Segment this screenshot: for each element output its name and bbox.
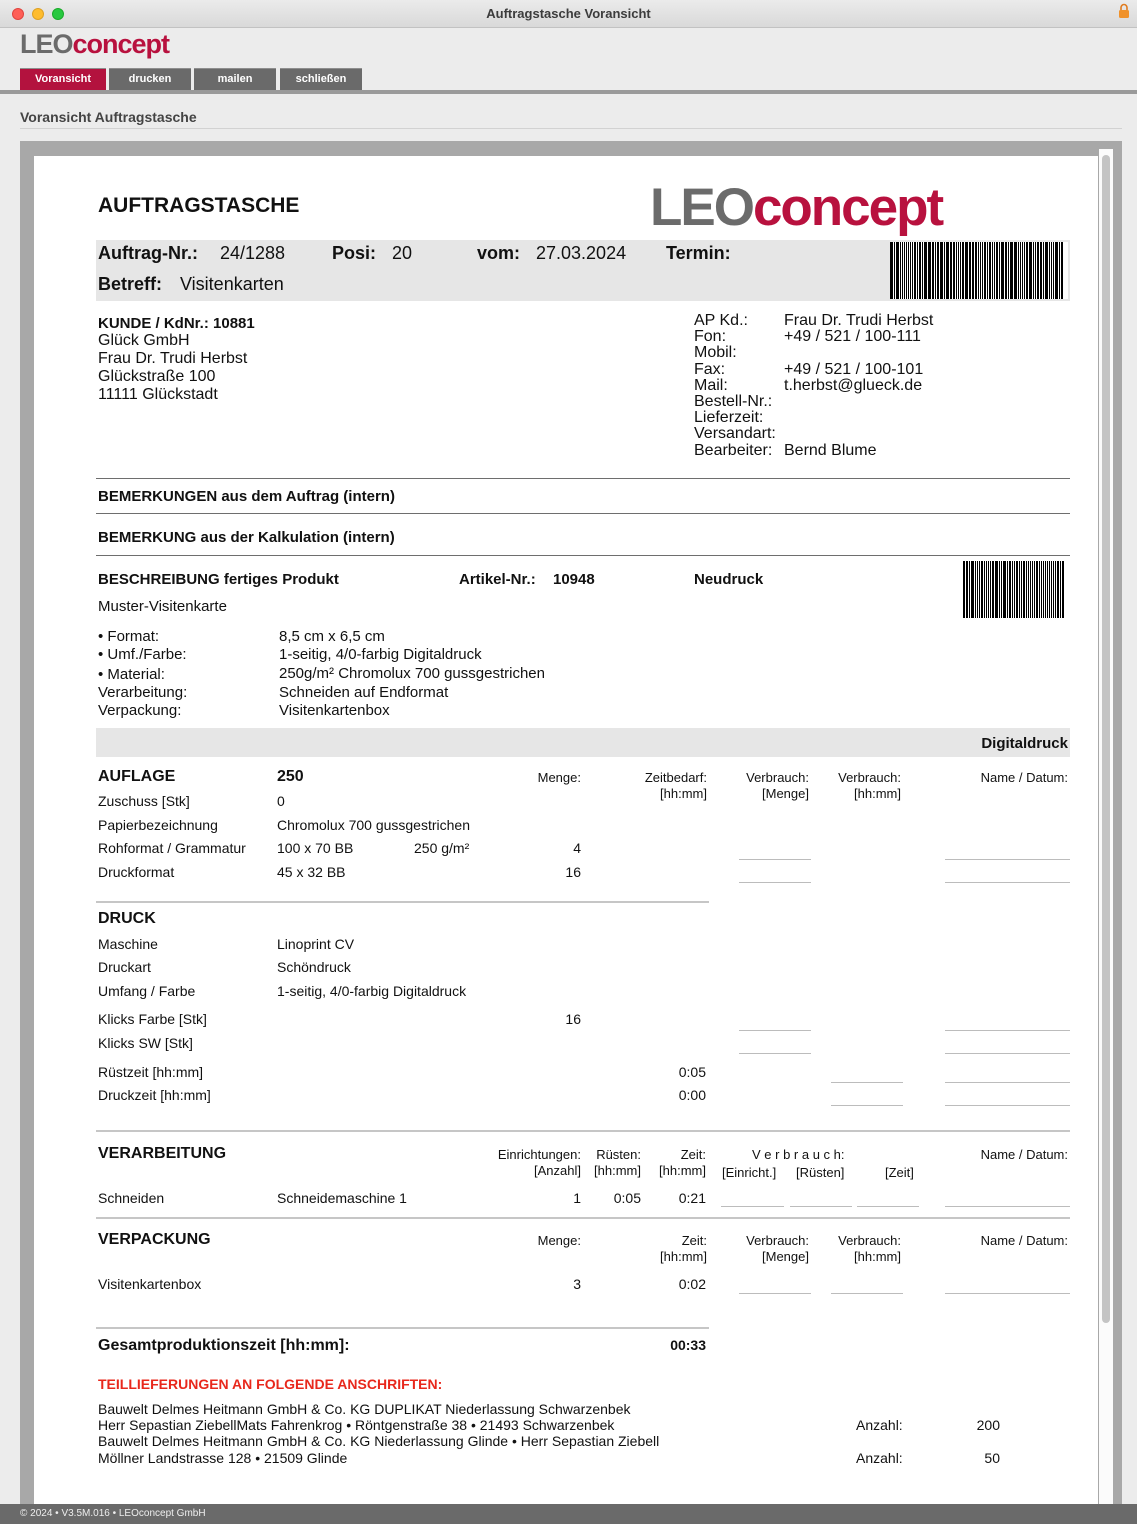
contact-label: Fax: [694,361,726,378]
barcode-bar [975,561,976,618]
barcode-bar [894,242,895,299]
product-attr-value: 250g/m² Chromolux 700 gussgestrichen [279,665,545,682]
col-header: Menge: [537,1233,581,1248]
row-value: 0 [277,793,285,809]
signature-line [739,882,811,883]
barcode-bar [975,242,977,299]
auflage-value: 250 [277,768,304,785]
col-header: [hh:mm] [594,1163,641,1178]
row-value: 0:05 [613,1190,641,1206]
row-value: Chromolux 700 gussgestrichen [277,817,470,833]
barcode-bar [940,242,943,299]
signature-line [945,1053,1070,1054]
row-label: Schneiden [98,1190,165,1206]
barcode-bar [963,561,965,618]
contact-value: t.herbst@glueck.de [784,377,923,394]
divider [96,555,1070,556]
barcode-bar [965,242,968,299]
contact-label: Versandart: [694,425,776,442]
row-value: Schneidemaschine 1 [277,1190,407,1206]
signature-line [857,1206,919,1207]
contact-label: AP Kd.: [694,312,748,329]
product-attr-label: • Format: [98,628,160,645]
doc-logo-concept: concept [752,178,943,237]
vom-date: 27.03.2024 [536,243,627,263]
window-titlebar [0,0,1137,28]
row-value: 4 [573,840,581,856]
barcode-bar [950,242,952,299]
signature-line [945,1082,1070,1083]
signature-line [739,1030,811,1031]
product-attr-value: 8,5 cm x 6,5 cm [279,628,385,645]
window-title: Auftragstasche Voransicht [486,6,651,21]
product-type: Neudruck [694,571,764,588]
barcode-bar [924,242,927,299]
barcode-bar [1040,242,1042,299]
barcode-bar [1043,561,1044,618]
vom-label: vom: [477,243,521,263]
barcode-bar [1022,242,1023,299]
barcode-bar [989,242,991,299]
tab-voransicht[interactable]: Voransicht [20,68,106,90]
barcode-bar [1008,242,1009,299]
col-header: [Menge] [762,786,809,801]
barcode-bar [958,242,959,299]
app-logo-leo: LEO [20,29,73,59]
lock-icon [1118,3,1130,19]
verpackung-label: VERPACKUNG [98,1231,211,1248]
product-attr-value: 1-seitig, 4/0-farbig Digitaldruck [279,646,482,663]
row-label: Druckformat [98,864,175,880]
barcode-bar [1033,242,1034,299]
contact-label: Mobil: [694,344,737,361]
signature-line [739,859,811,860]
anzahl-value: 50 [984,1450,1000,1466]
barcode-bar [981,561,983,618]
barcode-bar [1024,242,1025,299]
barcode-bar [1062,561,1064,618]
barcode-bar [1010,242,1013,299]
termin-label: Termin: [666,243,731,263]
barcode-bar [984,561,985,618]
barcode-bar [982,242,983,299]
divider [96,901,709,903]
barcode-bar [890,242,893,299]
barcode-bar [966,561,968,618]
contact-value: Bernd Blume [784,442,877,459]
row-value: 0:05 [678,1064,706,1080]
signature-line [831,1293,903,1294]
barcode-bar [1055,242,1058,299]
barcode-bar [946,242,949,299]
barcode-bar [1051,561,1052,618]
barcode-bar [953,242,955,299]
bemerkungen-auftrag: BEMERKUNGEN aus dem Auftrag (intern) [98,488,395,505]
barcode-bar [1059,242,1060,299]
barcode-bar [1030,561,1031,618]
auftrag-nr-label: Auftrag-Nr.: [98,243,198,263]
barcode-bar [1041,561,1042,618]
row-value: 0:00 [678,1087,706,1103]
row-label: Zuschuss [Stk] [98,793,190,809]
barcode-bar [937,242,939,299]
barcode-icon [890,242,1068,299]
delivery-line: Möllner Landstrasse 128 • 21509 Glinde [98,1450,348,1466]
barcode-bar [1045,561,1046,618]
row-label: Papierbezeichnung [98,817,218,833]
col-header: [Einricht.] [722,1165,777,1180]
signature-line [721,1206,784,1207]
barcode-bar [992,242,993,299]
posi: 20 [392,243,413,263]
barcode-bar [990,561,991,618]
barcode-bar [980,242,981,299]
contact-label: Mail: [694,377,728,394]
row-label: Rüstzeit [hh:mm] [98,1064,204,1080]
barcode-bar [1021,561,1022,618]
signature-line [945,882,1070,883]
tab-drucken[interactable]: drucken [109,68,191,90]
barcode-bar [999,242,1000,299]
artikel-label: Artikel-Nr.: [459,571,536,588]
barcode-bar [1061,242,1063,299]
auftrag-nr: 24/1288 [220,243,286,263]
col-header: [Zeit] [885,1165,914,1180]
barcode-bar [1014,242,1017,299]
document-page [34,156,1098,1508]
row-label: Rohformat / Grammatur [98,840,246,856]
app-logo-concept: concept [72,29,170,59]
col-header: Zeitbedarf: [644,770,707,785]
product-heading: BESCHREIBUNG fertiges Produkt [98,571,339,588]
doc-title: AUFTRAGSTASCHE [98,194,300,217]
delivery-line: Herr Sepastian ZiebellMats Fahrenkrog • Röntgenstraße 38 • 21493 Schwarzenbek [98,1417,615,1433]
row-value: 0:02 [678,1276,706,1292]
barcode-bar [1028,561,1029,618]
signature-line [739,1293,811,1294]
anzahl-value: 200 [976,1417,1000,1433]
barcode-bar [1018,242,1019,299]
customer-line: Glückstraße 100 [98,368,216,385]
barcode-bar [1001,242,1004,299]
signature-line [945,1105,1070,1106]
anzahl-label: Anzahl: [856,1417,903,1433]
barcode-bar [904,242,905,299]
col-header: Name / Datum: [980,1233,1068,1248]
scrollbar-thumb[interactable] [1102,155,1110,1323]
col-header: Zeit: [680,1147,706,1162]
barcode-bar [919,242,921,299]
col-header: [hh:mm] [659,1163,706,1178]
barcode-bar [1026,242,1028,299]
row-value: 0:21 [678,1190,706,1206]
barcode-bar [977,561,978,618]
barcode-bar [1060,561,1061,618]
col-header: [hh:mm] [660,1249,707,1264]
product-attr-value: Visitenkartenbox [279,702,390,719]
barcode-bar [988,561,989,618]
barcode-bar [986,561,987,618]
barcode-bar [1001,561,1002,618]
barcode-bar [1029,242,1032,299]
barcode-bar [932,242,934,299]
barcode-bar [912,242,913,299]
customer-line: Frau Dr. Trudi Herbst [98,350,248,367]
product-attr-value: Schneiden auf Endformat [279,684,449,701]
barcode-bar [960,242,961,299]
row-label: Druckart [98,959,151,975]
artikel-nr: 10948 [553,571,595,588]
delivery-line: Bauwelt Delmes Heitmann GmbH & Co. KG Niederlassung Glinde • Herr Sepastian Ziebell [98,1433,660,1449]
contact-label: Lieferzeit: [694,409,764,426]
row-value: 250 g/m² [414,840,470,856]
barcode-bar [994,242,995,299]
product-name: Muster-Visitenkarte [98,598,227,615]
barcode-bar [1055,561,1056,618]
row-value: 1-seitig, 4/0-farbig Digitaldruck [277,983,467,999]
toolbar-divider [0,90,1137,94]
row-value: 3 [573,1276,581,1292]
col-header: [Menge] [762,1249,809,1264]
row-label: Klicks SW [Stk] [98,1035,193,1051]
col-header: Verbrauch: [746,1233,809,1248]
tab-schliessen[interactable]: schließen [280,68,362,90]
barcode-icon [963,561,1068,618]
teillieferungen-heading: TEILLIEFERUNGEN AN FOLGENDE ANSCHRIFTEN: [98,1376,443,1392]
contact-value: +49 / 521 / 100-101 [784,361,924,378]
signature-line [945,1030,1070,1031]
barcode-bar [1026,561,1027,618]
divider [96,513,1070,514]
section-divider [20,128,1122,129]
barcode-bar [969,242,971,299]
barcode-bar [984,242,986,299]
barcode-bar [1049,242,1050,299]
customer-line: 11111 Glückstadt [98,386,218,403]
barcode-bar [971,561,974,618]
barcode-bar [962,242,964,299]
doc-logo-leo: LEO [650,178,753,237]
col-header: Verbrauch: [746,770,809,785]
row-value: 16 [565,1011,581,1027]
barcode-bar [1007,561,1008,618]
section-title: Voransicht Auftragstasche [20,109,197,125]
customer-line: Glück GmbH [98,332,190,349]
col-header: Zeit: [681,1233,707,1248]
col-header: Rüsten: [596,1147,641,1162]
betreff-label: Betreff: [98,274,163,294]
gesamt-value: 00:33 [670,1337,706,1353]
col-header: Name / Datum: [980,770,1068,785]
barcode-bar [944,242,945,299]
footer: © 2024 • V3.5M.016 • LEOconcept GmbH [0,1504,1137,1524]
col-header: Name / Datum: [980,1147,1068,1162]
contact-label: Fon: [694,328,727,345]
barcode-bar [969,561,970,618]
barcode-bar [1053,242,1054,299]
barcode-bar [1047,561,1048,618]
signature-line [790,1206,852,1207]
product-attr-label: Verpackung: [98,702,182,719]
col-header: [Rüsten] [796,1165,845,1180]
barcode-bar [992,561,994,618]
barcode-bar [1012,561,1013,618]
col-header: Menge: [537,770,581,785]
barcode-bar [902,242,903,299]
divider [96,1327,709,1329]
col-header: [Anzahl] [534,1163,581,1178]
posi-label: Posi: [332,243,377,263]
signature-line [945,859,1070,860]
signature-line [945,1206,1070,1207]
barcode-bar [914,242,916,299]
barcode-bar [1005,242,1007,299]
contact-value: Frau Dr. Trudi Herbst [784,312,934,329]
barcode-bar [1053,561,1054,618]
anzahl-label: Anzahl: [856,1450,903,1466]
barcode-bar [1043,242,1044,299]
barcode-bar [1020,242,1021,299]
row-value: 45 x 32 BB [277,864,346,880]
barcode-bar [1036,561,1038,618]
divider [96,478,1070,479]
barcode-bar [896,242,899,299]
col-header: [hh:mm] [854,1249,901,1264]
barcode-bar [1009,561,1011,618]
signature-line [739,1053,811,1054]
row-value: 100 x 70 BB [277,840,354,856]
product-attr-label: • Material: [98,666,165,683]
row-label: Druckzeit [hh:mm] [98,1087,211,1103]
col-header: Verbrauch: [838,1233,901,1248]
row-value: Schöndruck [277,959,351,975]
contact-label: Bearbeiter: [694,442,773,459]
row-value: Linoprint CV [277,936,355,952]
barcode-bar [1039,561,1040,618]
barcode-bar [995,561,998,618]
product-attr-label: • Umf./Farbe: [98,646,187,663]
product-attr-label: Verarbeitung: [98,684,188,701]
bemerkung-kalkulation: BEMERKUNG aus der Kalkulation (intern) [98,529,395,546]
app-logo [20,31,169,58]
auflage-label: AUFLAGE [98,768,176,785]
barcode-bar [917,242,918,299]
barcode-bar [1051,242,1052,299]
row-label: Visitenkartenbox [98,1276,202,1292]
tab-mailen[interactable]: mailen [194,68,276,90]
barcode-bar [935,242,936,299]
barcode-bar [1019,561,1020,618]
barcode-bar [928,242,931,299]
barcode-bar [1037,242,1039,299]
signature-line [831,1082,903,1083]
row-label: Klicks Farbe [Stk] [98,1011,207,1027]
barcode-bar [999,561,1000,618]
verarbeitung-label: VERARBEITUNG [98,1145,227,1162]
col-header: Verbrauch: [838,770,901,785]
druck-label: DRUCK [98,910,156,927]
row-value: 1 [573,1190,581,1206]
col-header: [hh:mm] [854,786,901,801]
row-label: Maschine [98,936,158,952]
doc-logo [650,178,943,237]
barcode-bar [1016,561,1018,618]
barcode-bar [979,561,980,618]
barcode-bar [1035,242,1036,299]
signature-line [831,1105,903,1106]
row-value: 16 [565,864,581,880]
barcode-bar [987,242,988,299]
barcode-bar [908,242,909,299]
signature-line [945,1293,1070,1294]
barcode-bar [1045,242,1048,299]
barcode-bar [1023,561,1025,618]
barcode-bar [922,242,923,299]
betreff: Visitenkarten [180,274,284,294]
delivery-line: Bauwelt Delmes Heitmann GmbH & Co. KG DUPLIKAT Niederlassung Schwarzenbek [98,1401,631,1417]
barcode-bar [1049,561,1050,618]
customer-label: KUNDE / KdNr.: 10881 [98,315,255,332]
barcode-bar [910,242,911,299]
barcode-bar [906,242,907,299]
col-header: [hh:mm] [660,786,707,801]
contact-label: Bestell-Nr.: [694,393,773,410]
process-label: Digitaldruck [981,735,1068,752]
barcode-bar [996,242,998,299]
row-label: Umfang / Farbe [98,983,196,999]
barcode-bar [1003,561,1006,618]
barcode-bar [972,242,974,299]
contact-value: +49 / 521 / 100-111 [784,328,921,345]
barcode-bar [1014,561,1015,618]
barcode-bar [1032,561,1033,618]
gesamt-label: Gesamtproduktionszeit [hh:mm]: [98,1337,350,1354]
barcode-bar [978,242,979,299]
barcode-bar [956,242,957,299]
divider [96,1130,1070,1132]
barcode-bar [1057,561,1059,618]
divider [96,1217,1070,1219]
col-header: V e r b r a u c h: [752,1147,845,1162]
col-header: Einrichtungen: [497,1147,581,1162]
barcode-bar [1034,561,1035,618]
barcode-bar [900,242,901,299]
